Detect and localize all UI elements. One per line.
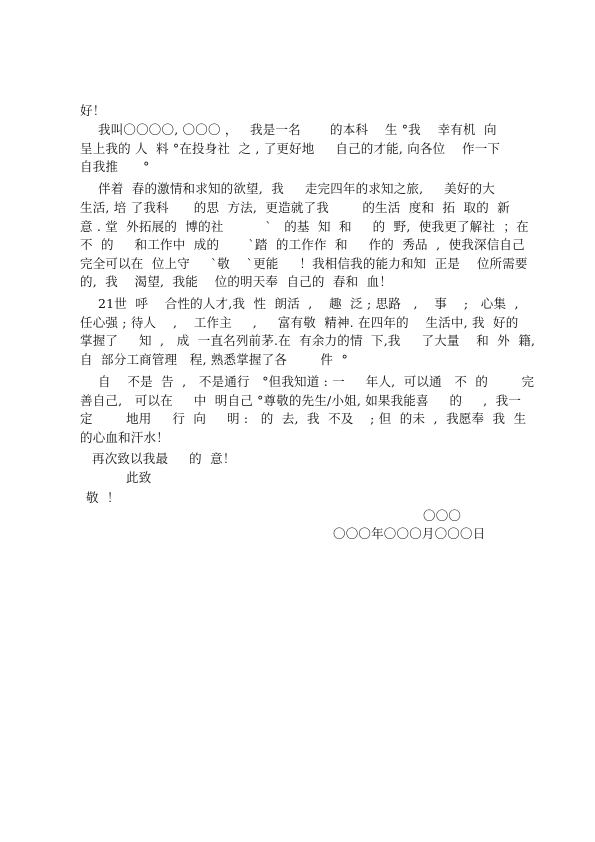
paragraph-2-line-2: 生活, 培 了我科 的思 方法, 更造就了我 的生活 度和 拓 取的 新 xyxy=(80,200,511,215)
paragraph-4-line-1: 自 不是 告 , 不是通行 °但我知道 : 一 年人, 可以通 不 的 完 xyxy=(98,374,535,389)
signature-date: 〇〇〇年〇〇〇月〇〇〇日 xyxy=(333,526,486,541)
closing-cizhi: 此致 xyxy=(126,470,152,485)
paragraph-3-line-2: 任心强 ; 待人 , 工作主 , 富有敬 精神. 在四年的 生活中, 我 好的 xyxy=(80,315,519,330)
closing-jingli: 敬 ！ xyxy=(86,490,120,505)
paragraph-4-line-3: 定 地用 行 向 明 : 的 去, 我 不及 ; 但 的未 , 我愿奉 我 生 xyxy=(80,411,527,426)
paragraph-4-line-4: 的心血和汗水！ xyxy=(80,430,169,445)
paragraph-2-line-5: 完全可以在 位上守 `敬 `更能 ！我相信我的能力和知 正是 位所需要 xyxy=(80,256,528,271)
paragraph-3-line-3: 掌握了 知 , 成 一直名列前茅.在 有余力的情 下,我 了大量 和 外 籍, xyxy=(80,333,536,348)
letter-greeting: 好！ xyxy=(80,103,106,118)
paragraph-2-line-3: 意 . 堂 外拓展的 博的社 ` 的基 知 和 的 野, 使我更了解社 ；在 xyxy=(80,219,529,234)
paragraph-1-line-2: 呈上我的 人 料 °在投身社 之 , 了更好地 自己的才能, 向各位 作一下 xyxy=(80,141,501,156)
paragraph-2-line-1: 伴着 春的激情和求知的欲望, 我 走完四年的求知之旅, 美好的大 xyxy=(98,181,495,196)
paragraph-2-line-4: 不 的 和工作中 成的 `踏 的工作作 和 作的 秀品 , 使我深信自己 xyxy=(80,237,525,252)
closing-regards: 再次致以我最 的 意！ xyxy=(92,451,236,466)
signature-name: 〇〇〇 xyxy=(423,508,462,523)
paragraph-3-line-4: 自 部分工商管理 程, 熟悉掌握了各 件 ° xyxy=(80,352,348,367)
paragraph-2-line-6: 的, 我 渴望, 我能 位的明天奉 自己的 春和 血！ xyxy=(80,274,393,289)
paragraph-4-line-2: 善自己, 可以在 中 明自己 °尊敬的先生/小姐, 如果我能喜 的 , 我一 xyxy=(80,393,522,408)
paragraph-3-line-1: 21世 呼 合性的人才,我 性 朗活 , 趣 泛 ; 思路 , 事 ; 心集 , xyxy=(98,296,519,311)
paragraph-1-line-3: 自我推 ° xyxy=(80,159,150,174)
paragraph-1-line-1: 我叫〇〇〇〇, 〇〇〇 ， 我是一名 的本科 生 °我 幸有机 向 xyxy=(98,122,497,137)
